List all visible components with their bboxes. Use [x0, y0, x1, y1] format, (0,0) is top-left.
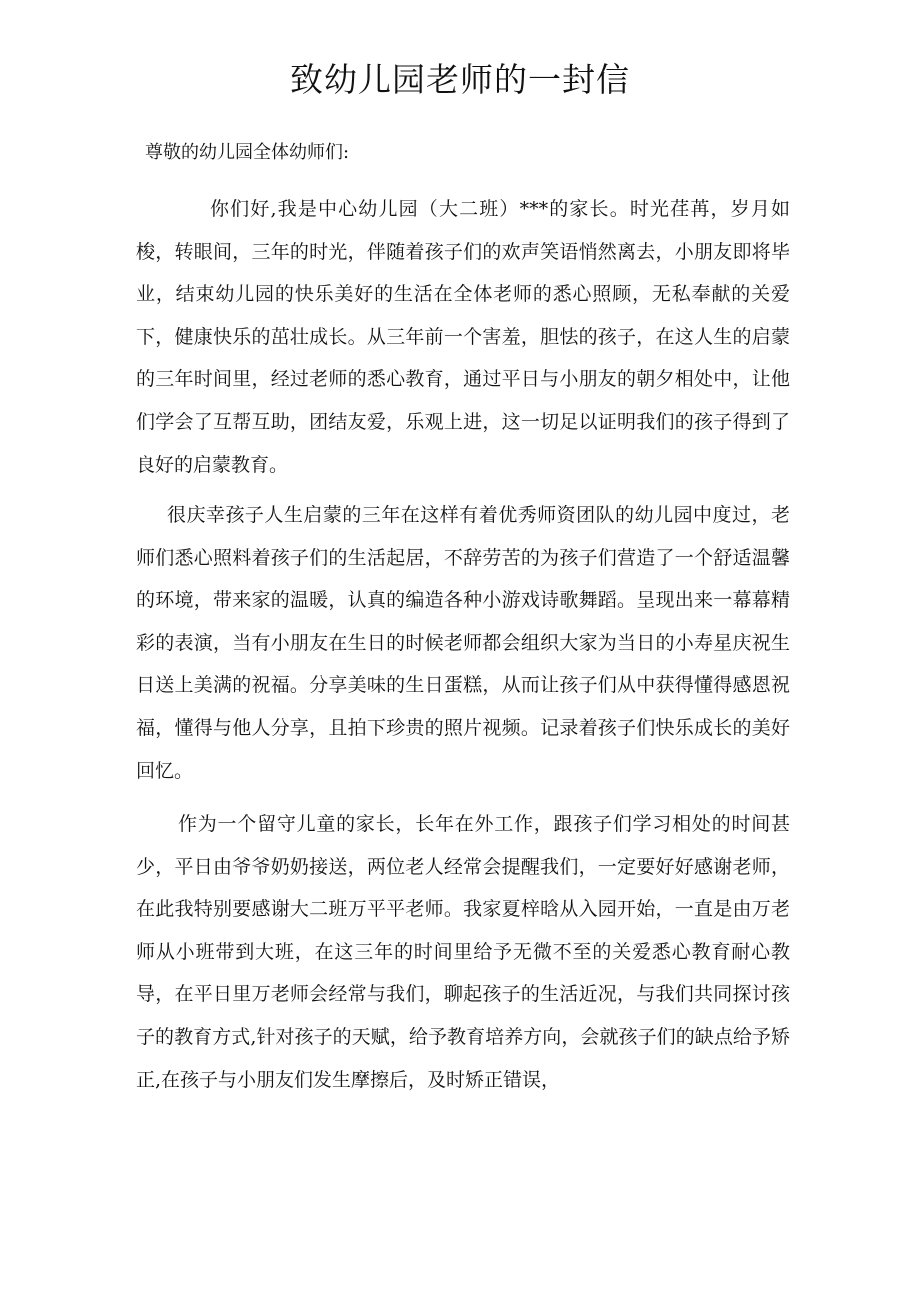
- paragraph-gratitude: 很庆幸孩子人生启蒙的三年在这样有着优秀师资团队的幼儿园中度过，老师们悉心照料着孩子们的生活起居，不辞劳苦的为孩子们营造了一个舒适温馨的环境，带来家的温暖，认真的编造各种小游戏诗歌舞蹈。呈现出来一幕幕精彩的表演，当有小朋友在生日的时候老师都会组织大家为当日的小寿星庆祝生日送上美满的祝福。分享美味的生日蛋糕，从而让孩子们从中获得懂得感恩祝福，懂得与他人分享，且拍下珍贵的照片视频。记录着孩子们快乐成长的美好回忆。: [136, 504, 790, 782]
- salutation: 尊敬的幼儿园全体幼师们:: [145, 142, 350, 163]
- paragraph-teacher-thanks: 作为一个留守儿童的家长，长年在外工作，跟孩子们学习相处的时间甚少，平日由爷爷奶奶接送，两位老人经常会提醒我们，一定要好好感谢老师，在此我特别要感谢大二班万平平老师。我家夏梓晗从入园开始，一直是由万老师从小班带到大班，在这三年的时间里给予无微不至的关爱悉心教育耐心教导，在平日里万老师会经常与我们，聊起孩子的生活近况，与我们共同探讨孩子的教育方式,针对孩子的天赋，给予教育培养方向，会就孩子们的缺点给予矫正,在孩子与小朋友们发生摩擦后，及时矫正错误，: [136, 813, 790, 1091]
- letter-title: 致幼儿园老师的一封信: [290, 60, 630, 99]
- paragraph-greeting: 你们好,我是中心幼儿园（大二班）***的家长。时光荏苒，岁月如梭，转眼间，三年的时光，伴随着孩子们的欢声笑语悄然离去，小朋友即将毕业，结束幼儿园的快乐美好的生活在全体老师的悉心照顾，无私奉献的关爱下，健康快乐的茁壮成长。从三年前一个害羞，胆怯的孩子，在这人生的启蒙的三年时间里，经过老师的悉心教育，通过平日与小朋友的朝夕相处中，让他们学会了互帮互助，团结友爱，乐观上进，这一切足以证明我们的孩子得到了良好的启蒙教育。: [136, 198, 790, 476]
